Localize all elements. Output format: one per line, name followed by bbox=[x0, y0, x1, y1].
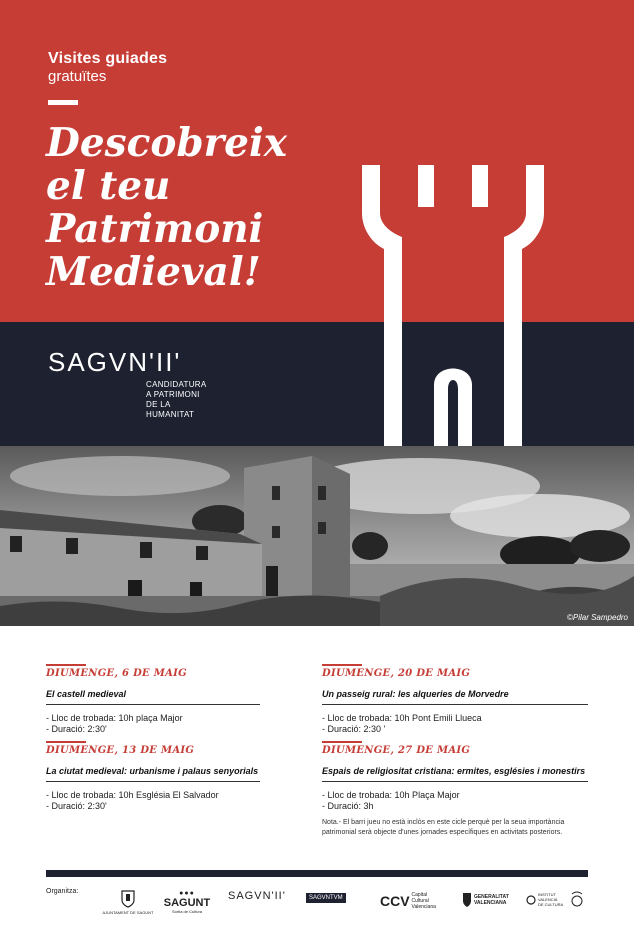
brand-subtitle bbox=[146, 380, 207, 420]
photo-illustration bbox=[0, 446, 634, 626]
visits-column-right bbox=[322, 664, 588, 838]
visit-date: DIUMENGE, 20 DE MAIG bbox=[322, 668, 471, 679]
brand-subtitle-line: DE LA bbox=[146, 400, 171, 409]
visit-date: DIUMENGE, 27 DE MAIG bbox=[322, 745, 471, 756]
headline-line-3: Patrimoni bbox=[46, 206, 264, 252]
generalitat-logo bbox=[462, 892, 520, 908]
visit-duration: - Duració: 3h bbox=[322, 801, 374, 811]
visits-column-left bbox=[46, 664, 260, 818]
sagunt-logo-text: SAGUNT bbox=[163, 897, 211, 909]
brand-subtitle-line: A PATRIMONI bbox=[146, 390, 200, 399]
visit-details bbox=[322, 790, 588, 812]
coat-of-arms-icon bbox=[121, 890, 135, 908]
visit-meeting-point: - Lloc de trobada: 10h Plaça Major bbox=[322, 790, 460, 800]
extra-logo bbox=[568, 890, 586, 910]
visit-date: DIUMENGE, 6 DE MAIG bbox=[46, 668, 187, 679]
headline-line-1: Descobreix bbox=[46, 120, 288, 166]
visit-title: La ciutat medieval: urbanisme i palaus senyorials bbox=[46, 766, 260, 782]
visit-details bbox=[322, 713, 588, 735]
visit-card bbox=[322, 741, 588, 812]
visit-meeting-point: - Lloc de trobada: 10h Pont Emili Llueca bbox=[322, 713, 482, 723]
headline-line-4: Medieval! bbox=[46, 249, 261, 295]
brand-logo: SAGVN'II' bbox=[48, 347, 182, 377]
visit-card bbox=[322, 664, 588, 735]
kicker-rule bbox=[48, 100, 78, 105]
ccv-logo bbox=[380, 892, 452, 910]
visit-title: El castell medieval bbox=[46, 689, 260, 705]
date-rule bbox=[46, 741, 86, 743]
organizer-label: Organitza: bbox=[46, 888, 79, 895]
visit-details bbox=[46, 713, 260, 735]
arse-logo bbox=[306, 893, 366, 903]
ccv-logo-text: CCV bbox=[380, 893, 410, 909]
tower-emblem-icon bbox=[362, 165, 562, 447]
brand-subtitle-line: CANDIDATURA bbox=[146, 380, 207, 389]
visit-duration: - Duració: 2:30 ' bbox=[322, 724, 386, 734]
sagunt-circles-icon: ●●● bbox=[179, 890, 195, 897]
arse-logo-badge: SAGVNTVM bbox=[306, 893, 346, 903]
footnote: Nota.- El barri jueu no està inclòs en este cicle perquè per la seua importància patrimonial serà objecte d'unes jornades específiques en activitats posteriors. bbox=[322, 819, 565, 836]
sagunt-culture-logo bbox=[162, 890, 212, 914]
generalitat-logo-text: GENERALITAT VALENCIANA bbox=[473, 894, 509, 906]
visit-card bbox=[46, 741, 260, 812]
date-rule bbox=[322, 741, 362, 743]
visit-meeting-point: - Lloc de trobada: 10h plaça Major bbox=[46, 713, 183, 723]
tower-photo bbox=[0, 446, 634, 626]
date-rule bbox=[46, 664, 86, 666]
visit-title: Espais de religiositat cristiana: ermites, esglésies i monestirs bbox=[322, 766, 588, 782]
photo-credit: ©Pilar Sampedro bbox=[566, 613, 628, 622]
visit-date: DIUMENGE, 13 DE MAIG bbox=[46, 745, 195, 756]
ajuntament-logo bbox=[98, 890, 158, 915]
visit-duration: - Duració: 2:30' bbox=[46, 801, 107, 811]
headline-line-2: el teu bbox=[46, 163, 171, 209]
kicker-title: Visites guiades bbox=[48, 50, 168, 67]
visit-meeting-point: - Lloc de trobada: 10h Església El Salvador bbox=[46, 790, 219, 800]
visit-duration: - Duració: 2:30' bbox=[46, 724, 107, 734]
visit-card bbox=[46, 664, 260, 735]
kicker-subtitle: gratuïtes bbox=[48, 68, 107, 85]
visit-details bbox=[46, 790, 260, 812]
headline bbox=[46, 122, 346, 294]
footer-rule bbox=[46, 870, 588, 877]
visit-title: Un passeig rural: les alqueries de Morvedre bbox=[322, 689, 588, 705]
saguntii-logo-text: SAGVN'II' bbox=[228, 890, 286, 902]
saguntii-logo bbox=[228, 890, 284, 902]
sagunt-logo-subtitle: Sortia de Cultura bbox=[171, 909, 202, 914]
institut-logo-text: INSTITUT VALENCIÀ DE CULTURA bbox=[537, 892, 564, 907]
ajuntament-logo-text: AJUNTAMENT DE SAGUNT bbox=[102, 910, 154, 915]
emblem-icon bbox=[570, 890, 584, 908]
institut-circle-icon bbox=[526, 895, 536, 905]
institut-logo bbox=[526, 892, 566, 907]
date-rule bbox=[322, 664, 362, 666]
generalitat-icon bbox=[462, 892, 472, 908]
brand-subtitle-line: HUMANITAT bbox=[146, 410, 195, 419]
ccv-logo-subtitle: Capital Cultural Valenciana bbox=[411, 892, 436, 910]
